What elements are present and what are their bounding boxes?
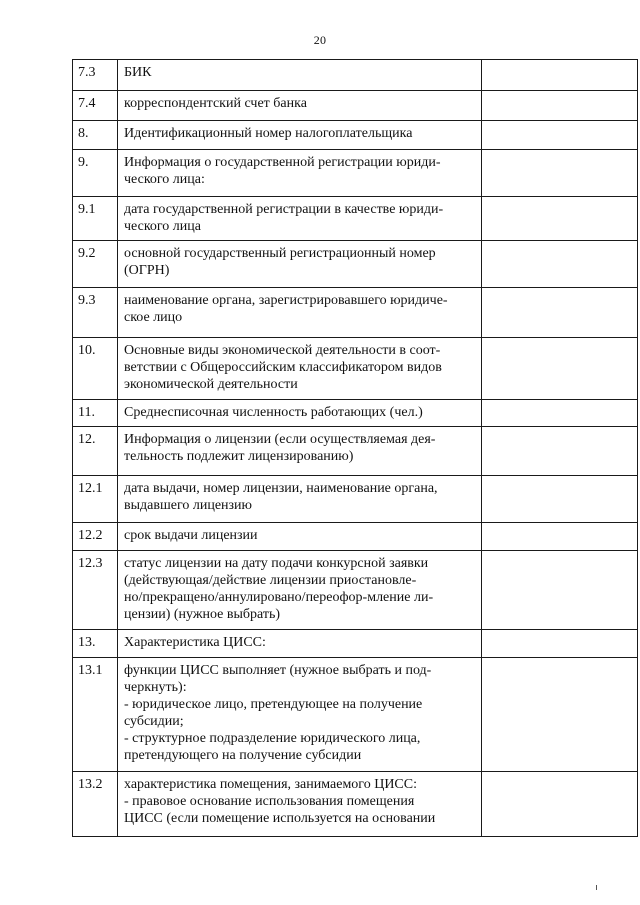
page-number: 20 bbox=[313, 33, 327, 47]
value-cell[interactable] bbox=[482, 772, 638, 837]
row-number: 10. bbox=[73, 338, 118, 400]
row-description-line: субсидии; bbox=[124, 714, 184, 729]
row-description bbox=[118, 91, 482, 121]
row-description-line: но/прекращено/аннулировано/переофор-мление ли- bbox=[124, 590, 434, 605]
row-description-line: черкнуть): bbox=[124, 680, 187, 695]
table-row bbox=[73, 427, 638, 476]
value-cell[interactable] bbox=[482, 400, 638, 427]
row-description-line: срок выдачи лицензии bbox=[124, 528, 258, 543]
row-description-line: ческого лица bbox=[124, 219, 201, 234]
row-number: 13.1 bbox=[73, 658, 118, 772]
row-description-line: ЦИСС (если помещение используется на основании bbox=[124, 811, 436, 826]
row-description bbox=[118, 121, 482, 150]
value-cell[interactable] bbox=[482, 630, 638, 658]
value-cell[interactable] bbox=[482, 551, 638, 630]
row-description-line: - юридическое лицо, претендующее на получение bbox=[124, 697, 423, 712]
value-cell[interactable] bbox=[482, 288, 638, 338]
table-row bbox=[73, 772, 638, 837]
row-description-line: (ОГРН) bbox=[124, 263, 170, 278]
row-description-line: корреспондентский счет банка bbox=[124, 96, 307, 111]
row-number: 9.1 bbox=[73, 197, 118, 241]
table-row bbox=[73, 197, 638, 241]
row-description-line: ское лицо bbox=[124, 310, 183, 325]
row-number: 12. bbox=[73, 427, 118, 476]
row-description-line: Идентификационный номер налогоплательщика bbox=[124, 126, 413, 141]
row-description-line: Основные виды экономической деятельности в соот- bbox=[124, 343, 441, 358]
row-description-line: экономической деятельности bbox=[124, 377, 298, 392]
row-description-line: наименование органа, зарегистрировавшего юридиче- bbox=[124, 293, 448, 308]
value-cell[interactable] bbox=[482, 476, 638, 523]
value-cell[interactable] bbox=[482, 658, 638, 772]
row-description bbox=[118, 241, 482, 288]
row-description-line: статус лицензии на дату подачи конкурсной заявки bbox=[124, 556, 429, 571]
row-description-line: Характеристика ЦИСС: bbox=[124, 635, 266, 650]
row-description-line: дата выдачи, номер лицензии, наименование органа, bbox=[124, 481, 438, 496]
row-number: 8. bbox=[73, 121, 118, 150]
row-description-line: цензии) (нужное выбрать) bbox=[124, 607, 281, 622]
form-table bbox=[72, 59, 638, 837]
table-row bbox=[73, 241, 638, 288]
row-description-line: (действующая/действие лицензии приостановле- bbox=[124, 573, 417, 588]
row-description bbox=[118, 400, 482, 427]
table-row bbox=[73, 288, 638, 338]
row-description bbox=[118, 288, 482, 338]
value-cell[interactable] bbox=[482, 197, 638, 241]
row-description-line: тельность подлежит лицензированию) bbox=[124, 449, 354, 464]
value-cell[interactable] bbox=[482, 338, 638, 400]
row-description bbox=[118, 772, 482, 837]
table-row bbox=[73, 523, 638, 551]
row-number: 12.1 bbox=[73, 476, 118, 523]
table-row bbox=[73, 121, 638, 150]
row-number: 11. bbox=[73, 400, 118, 427]
row-description-line: функции ЦИСС выполняет (нужное выбрать и под- bbox=[124, 663, 432, 678]
table-row bbox=[73, 150, 638, 197]
row-number: 12.3 bbox=[73, 551, 118, 630]
row-description bbox=[118, 427, 482, 476]
row-number: 9.2 bbox=[73, 241, 118, 288]
value-cell[interactable] bbox=[482, 241, 638, 288]
table-row bbox=[73, 630, 638, 658]
row-description bbox=[118, 197, 482, 241]
value-cell[interactable] bbox=[482, 60, 638, 91]
row-description-line: БИК bbox=[124, 65, 152, 80]
row-description bbox=[118, 523, 482, 551]
row-number: 9.3 bbox=[73, 288, 118, 338]
row-description-line: основной государственный регистрационный номер bbox=[124, 246, 436, 261]
row-description bbox=[118, 150, 482, 197]
value-cell[interactable] bbox=[482, 91, 638, 121]
row-number: 13.2 bbox=[73, 772, 118, 837]
row-description-line: претендующего на получение субсидии bbox=[124, 748, 362, 763]
row-number: 13. bbox=[73, 630, 118, 658]
row-description bbox=[118, 60, 482, 91]
row-description bbox=[118, 658, 482, 772]
table-row bbox=[73, 338, 638, 400]
row-number: 7.3 bbox=[73, 60, 118, 91]
table-row bbox=[73, 658, 638, 772]
row-number: 9. bbox=[73, 150, 118, 197]
table-row bbox=[73, 476, 638, 523]
row-description bbox=[118, 551, 482, 630]
row-description-line: выдавшего лицензию bbox=[124, 498, 253, 513]
row-number: 12.2 bbox=[73, 523, 118, 551]
scan-mark bbox=[596, 885, 597, 890]
row-description-line: - структурное подразделение юридического лица, bbox=[124, 731, 421, 746]
value-cell[interactable] bbox=[482, 121, 638, 150]
table-row bbox=[73, 91, 638, 121]
value-cell[interactable] bbox=[482, 523, 638, 551]
table-row bbox=[73, 60, 638, 91]
table-row bbox=[73, 400, 638, 427]
row-description-line: Информация о лицензии (если осуществляемая дея- bbox=[124, 432, 436, 447]
row-description-line: Информация о государственной регистрации юриди- bbox=[124, 155, 441, 170]
table-row bbox=[73, 551, 638, 630]
row-description-line: характеристика помещения, занимаемого ЦИСС: bbox=[124, 777, 417, 792]
row-description-line: ветствии с Общероссийским классификатором видов bbox=[124, 360, 442, 375]
row-description bbox=[118, 338, 482, 400]
row-description-line: дата государственной регистрации в качестве юриди- bbox=[124, 202, 444, 217]
row-description bbox=[118, 630, 482, 658]
row-description-line: Среднесписочная численность работающих (чел.) bbox=[124, 405, 423, 420]
value-cell[interactable] bbox=[482, 427, 638, 476]
row-description bbox=[118, 476, 482, 523]
row-number: 7.4 bbox=[73, 91, 118, 121]
value-cell[interactable] bbox=[482, 150, 638, 197]
row-description-line: - правовое основание использования помещения bbox=[124, 794, 415, 809]
row-description-line: ческого лица: bbox=[124, 172, 205, 187]
